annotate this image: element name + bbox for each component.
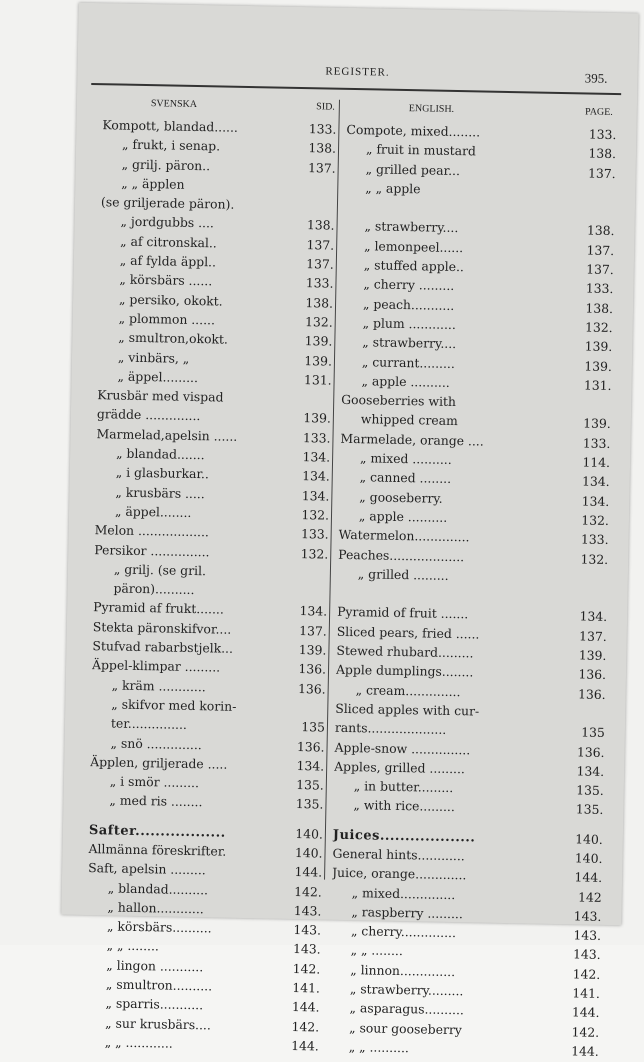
entry-text: „ gooseberry. bbox=[359, 488, 443, 506]
entry-page-number: 139. bbox=[303, 410, 332, 427]
entry-page-number: 134. bbox=[579, 608, 608, 625]
entry-text: „ asparagus.......... bbox=[349, 1000, 465, 1018]
entry-page-number: 144. bbox=[571, 1004, 600, 1021]
svenska-page-label: SID. bbox=[316, 101, 335, 113]
entry-page-number: 144. bbox=[294, 864, 323, 880]
svenska-column bbox=[85, 115, 337, 1056]
entry-page-number: 139. bbox=[304, 333, 333, 349]
entry-page-number: 137. bbox=[306, 236, 335, 253]
entry-text: „ mixed .......... bbox=[359, 450, 452, 467]
entry-page-number: 137. bbox=[587, 165, 616, 181]
entry-text: „ vinbärs, „ bbox=[117, 349, 190, 366]
entry-text: Sliced pears, fried ...... bbox=[336, 623, 480, 642]
entry-text: „ plum ............ bbox=[362, 315, 457, 332]
entry-page-number: 135. bbox=[575, 801, 604, 818]
entry-text: „ äppel........ bbox=[114, 503, 192, 520]
entry-page-number: 144. bbox=[291, 999, 320, 1015]
entry-text: „ sour gooseberry bbox=[349, 1019, 462, 1037]
entry-text: „ mixed.............. bbox=[351, 884, 456, 902]
entry-text: „ smultron,okokt. bbox=[118, 329, 229, 347]
entry-text: Juices................... bbox=[332, 827, 476, 846]
entry-page-number: 134. bbox=[581, 473, 610, 490]
entry-text: „ stuffed apple.. bbox=[363, 257, 465, 275]
entry-text: „ smultron.......... bbox=[105, 976, 213, 994]
entry-text: „ canned ........ bbox=[359, 469, 452, 487]
entry-text: Stekta päronskifvor.... bbox=[92, 618, 232, 637]
entry-page-number: 138. bbox=[588, 145, 617, 162]
entry-text: „ apple .......... bbox=[358, 508, 448, 525]
entry-text: „ snö .............. bbox=[110, 734, 202, 752]
entry-page-number: 136. bbox=[298, 661, 327, 677]
entry-text: „ „ äpplen bbox=[121, 175, 185, 192]
entry-page-number: 143. bbox=[573, 927, 602, 944]
entry-text: „ med ris ........ bbox=[109, 792, 203, 810]
english-page-label: PAGE. bbox=[584, 106, 613, 118]
entry-text: „ strawberry.... bbox=[362, 334, 457, 352]
entry-text: „ in butter......... bbox=[353, 778, 454, 796]
entry-page-number: 137. bbox=[306, 256, 334, 272]
english-column-header bbox=[349, 102, 619, 121]
entry-page-number: 135. bbox=[576, 782, 604, 799]
entry-text: grädde .............. bbox=[96, 406, 201, 424]
entry-text: Peaches................... bbox=[338, 546, 465, 564]
entry-page-number: 137. bbox=[586, 261, 614, 278]
entry-page-number: 139. bbox=[584, 358, 613, 374]
entry-page-number: 135. bbox=[296, 777, 324, 793]
entry-page-number: 144. bbox=[574, 869, 603, 886]
entry-page-number: 133. bbox=[305, 275, 334, 292]
entry-text: Stufvad rabarbstjelk... bbox=[92, 638, 234, 656]
entry-page-number: 143. bbox=[573, 908, 602, 924]
entry-page-number: 136. bbox=[297, 680, 326, 697]
entry-text: Allmänna föreskrifter. bbox=[88, 841, 227, 859]
entry-text: „ raspberry ......... bbox=[351, 903, 464, 922]
entry-page-number: 143. bbox=[293, 902, 322, 919]
entry-page-number: 139. bbox=[304, 352, 333, 369]
entry-page-number: 131. bbox=[303, 371, 332, 388]
entry-text: Apple-snow ............... bbox=[334, 739, 471, 757]
entry-text: Sliced apples with cur- bbox=[335, 700, 480, 719]
entry-text: „ sur krusbärs.... bbox=[105, 1015, 212, 1033]
entry-text: „ „ ........ bbox=[106, 937, 160, 954]
entry-page-number: 135 bbox=[581, 724, 606, 741]
entry-text: Gooseberries with bbox=[341, 391, 457, 410]
entry-text: Apple dumplings........ bbox=[335, 662, 474, 680]
entry-text: „ lingon ........... bbox=[106, 957, 204, 975]
entry-page-number: 136. bbox=[576, 743, 605, 760]
entry-page-number: 137. bbox=[299, 622, 327, 639]
entry-page-number: 138. bbox=[305, 294, 334, 311]
entry-text: „ jordgubbs .... bbox=[120, 214, 215, 231]
book-page bbox=[61, 3, 638, 1059]
svenska-index-entry bbox=[85, 1032, 319, 1056]
entry-page-number: 133. bbox=[585, 280, 614, 297]
entry-page-number: 132. bbox=[300, 545, 329, 562]
entry-text: „ blandad....... bbox=[116, 445, 205, 463]
entry-text: Persikor ............... bbox=[94, 541, 210, 559]
entry-page-number: 134. bbox=[299, 603, 328, 620]
entry-page-number: 139. bbox=[298, 642, 327, 658]
entry-text: „ i smör ......... bbox=[109, 773, 200, 791]
entry-page-number: 138. bbox=[585, 300, 614, 316]
entry-text: „ grilj. (se gril. bbox=[113, 561, 207, 579]
entry-page-number: 134. bbox=[302, 468, 330, 484]
entry-text: Melon .................. bbox=[94, 522, 210, 540]
entry-page-number: 133. bbox=[580, 531, 609, 548]
entry-text: „ grilled ......... bbox=[357, 566, 449, 583]
entry-text: ter............... bbox=[110, 715, 188, 733]
entry-page-number: 132. bbox=[584, 319, 613, 335]
entry-text: „ i glasburkar.. bbox=[115, 464, 210, 482]
entry-text: Juice, orange............. bbox=[332, 865, 467, 883]
entry-text: Saft, apelsin ......... bbox=[88, 860, 206, 878]
entry-text: „ grilj. päron.. bbox=[121, 156, 211, 173]
running-header bbox=[97, 61, 617, 87]
entry-page-number: 133. bbox=[582, 435, 611, 451]
entry-page-number: 137. bbox=[586, 242, 615, 258]
entry-page-number: 133. bbox=[308, 121, 337, 137]
entry-page-number: 138. bbox=[306, 217, 335, 234]
entry-text: „ strawberry.... bbox=[364, 218, 459, 236]
entry-text: Kompott, blandad...... bbox=[102, 117, 239, 135]
page-number: 395. bbox=[584, 70, 608, 86]
entry-text: „ „ ............ bbox=[104, 1034, 173, 1051]
entry-page-number: 142. bbox=[572, 966, 601, 982]
entry-text: „ linnon.............. bbox=[350, 961, 456, 979]
entry-page-number: 136. bbox=[577, 686, 606, 702]
entry-page-number: 143. bbox=[293, 922, 322, 938]
english-index-entry bbox=[329, 1037, 599, 1061]
entry-text: Pyramid of fruit ....... bbox=[337, 604, 469, 622]
svenska-column-header bbox=[101, 97, 341, 116]
entry-page-number: 134. bbox=[296, 757, 325, 774]
entry-text: Stewed rhubard......... bbox=[336, 642, 474, 661]
entry-page-number: 135 bbox=[301, 719, 326, 735]
entry-text: „ cherry ......... bbox=[363, 276, 455, 294]
entry-page-number: 139. bbox=[584, 338, 613, 355]
entry-page-number: 140. bbox=[575, 831, 603, 847]
entry-text: (se griljerade päron). bbox=[100, 194, 235, 212]
entry-page-number: 134. bbox=[301, 487, 330, 504]
entry-page-number: 136. bbox=[578, 666, 607, 683]
entry-text: Marmelad,apelsin ...... bbox=[96, 425, 238, 444]
entry-text: Watermelon.............. bbox=[338, 527, 470, 545]
entry-page-number: 144. bbox=[571, 1043, 599, 1059]
entry-text: „ plommon ...... bbox=[118, 310, 216, 328]
entry-text: General hints............ bbox=[332, 845, 465, 864]
entry-text: päron).......... bbox=[113, 580, 195, 598]
entry-text: „ sparris........... bbox=[105, 995, 204, 1013]
entry-text: „ „ ........ bbox=[350, 942, 404, 959]
entry-page-number: 133. bbox=[588, 126, 617, 143]
entry-text: Safter.................. bbox=[88, 822, 226, 841]
entry-text: „ af citronskal.. bbox=[120, 233, 217, 251]
header-title: REGISTER. bbox=[325, 65, 390, 79]
entry-text: „ currant......... bbox=[361, 353, 456, 371]
entry-text: „ lemonpeel...... bbox=[364, 238, 464, 255]
entry-text: „ „ apple bbox=[365, 180, 421, 197]
entry-page-number: 132. bbox=[580, 550, 609, 567]
entry-text: „ af fylda äppl.. bbox=[119, 252, 217, 270]
entry-text: Compote, mixed........ bbox=[346, 121, 481, 140]
entry-page-number: 140. bbox=[294, 845, 323, 861]
entry-page-number: 132. bbox=[581, 512, 610, 528]
entry-text: „ krusbärs ..... bbox=[115, 484, 205, 501]
svenska-label: SVENSKA bbox=[150, 98, 198, 110]
entry-page-number: 139. bbox=[578, 647, 607, 663]
entry-page-number: 144. bbox=[291, 1037, 319, 1054]
entry-text: „ körsbärs ...... bbox=[119, 271, 213, 289]
entry-text: „ kräm ............ bbox=[111, 677, 206, 694]
entry-text: „ blandad.......... bbox=[107, 880, 209, 897]
entry-text: whipped cream bbox=[360, 411, 458, 429]
entry-text: „ hallon............ bbox=[107, 899, 204, 917]
entry-page-number: 143. bbox=[572, 946, 601, 963]
entry-page-number: 132. bbox=[304, 314, 333, 330]
entry-page-number: 142. bbox=[291, 1018, 320, 1035]
entry-page-number: 138. bbox=[308, 140, 337, 156]
entry-text: „ cream.............. bbox=[355, 681, 461, 699]
entry-text: „ peach........... bbox=[362, 295, 455, 313]
entry-page-number: 137. bbox=[307, 159, 336, 176]
entry-page-number: 134. bbox=[576, 763, 605, 779]
entry-page-number: 134. bbox=[581, 493, 610, 509]
entry-text: Apples, grilled ......... bbox=[334, 758, 466, 777]
entry-text: „ „ .......... bbox=[348, 1039, 410, 1056]
entry-text: „ grilled pear... bbox=[365, 160, 461, 178]
entry-text: „ körsbärs.......... bbox=[106, 918, 212, 936]
entry-page-number: 141. bbox=[572, 985, 601, 1001]
entry-text: Marmelade, orange .... bbox=[340, 430, 484, 449]
english-column bbox=[329, 120, 617, 1061]
entry-page-number: 142 bbox=[577, 889, 602, 905]
entry-text: „ skifvor med korin- bbox=[111, 696, 237, 714]
entry-text: „ persiko, okokt. bbox=[118, 291, 223, 309]
entry-text: „ with rice......... bbox=[353, 797, 456, 815]
entry-page-number: 133. bbox=[302, 429, 331, 446]
entry-page-number: 132. bbox=[301, 507, 330, 523]
entry-page-number: 131. bbox=[583, 377, 612, 393]
entry-text: „ äppel......... bbox=[117, 368, 199, 385]
entry-text: Pyramid af frukt....... bbox=[93, 599, 225, 618]
entry-text: Krusbär med vispad bbox=[97, 387, 224, 405]
entry-text: „ frukt, i senap. bbox=[121, 136, 221, 154]
entry-page-number: 138. bbox=[586, 222, 615, 239]
entry-text: Äpplen, griljerade ..... bbox=[90, 753, 228, 772]
english-label: ENGLISH. bbox=[408, 103, 455, 115]
entry-text: „ apple .......... bbox=[361, 373, 450, 390]
entry-page-number: 139. bbox=[583, 415, 611, 432]
entry-text: „ fruit in mustard bbox=[365, 141, 477, 159]
entry-text: „ cherry.............. bbox=[350, 923, 457, 941]
entry-text: Äppel-klimpar ......... bbox=[91, 657, 221, 675]
entry-page-number: 136. bbox=[296, 738, 325, 755]
entry-page-number: 140. bbox=[295, 825, 324, 842]
entry-page-number: 140. bbox=[574, 850, 603, 866]
entry-page-number: 143. bbox=[292, 941, 321, 957]
entry-page-number: 135. bbox=[295, 796, 324, 812]
entry-page-number: 133. bbox=[300, 526, 329, 542]
entry-page-number: 142. bbox=[294, 883, 322, 900]
entry-text: „ strawberry......... bbox=[349, 981, 464, 999]
entry-page-number: 134. bbox=[302, 449, 331, 465]
entry-page-number: 142. bbox=[571, 1024, 600, 1040]
entry-page-number: 142. bbox=[292, 960, 321, 977]
entry-page-number: 137. bbox=[579, 628, 607, 644]
entry-text: rants.................... bbox=[334, 719, 447, 738]
entry-page-number: 114. bbox=[582, 454, 611, 471]
entry-page-number: 141. bbox=[292, 980, 321, 996]
